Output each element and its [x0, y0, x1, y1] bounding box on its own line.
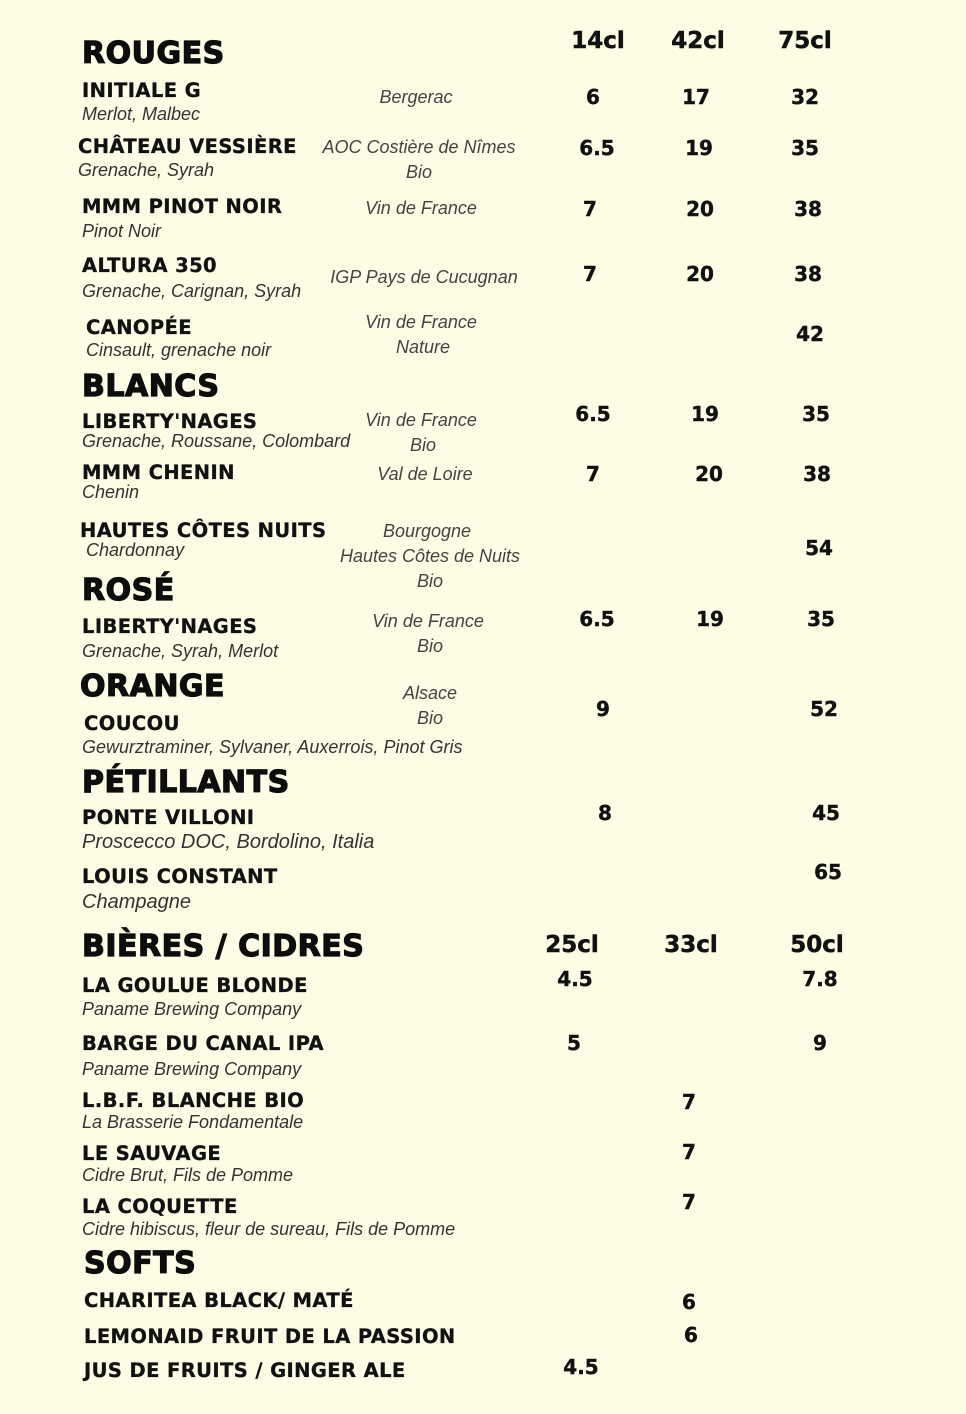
price-33cl: 7 — [682, 1190, 696, 1214]
soft-name: LEMONAID FRUIT DE LA PASSION — [84, 1325, 456, 1348]
price-25cl: 4.5 — [557, 967, 593, 991]
beer-name: L.B.F. BLANCHE BIO — [82, 1089, 305, 1112]
wine-region: Alsace — [402, 683, 458, 703]
price-14cl: 6.5 — [579, 607, 615, 631]
wine-grapes: Cinsault, grenache noir — [86, 340, 272, 360]
wine-name: HAUTES CÔTES NUITS — [80, 519, 327, 542]
wine-region: Vin de France — [365, 410, 477, 430]
header-42cl: 42cl — [671, 28, 725, 54]
section-title-bieres-cidres: BIÈRES / CIDRES — [82, 929, 365, 964]
section-title-orange: ORANGE — [80, 669, 226, 704]
price-75cl: 54 — [805, 536, 833, 560]
price-42cl: 20 — [686, 197, 714, 221]
wine-grapes: Chardonnay — [86, 540, 185, 560]
wine-name: LIBERTY'NAGES — [82, 410, 258, 433]
wine-name: ALTURA 350 — [82, 254, 218, 277]
wine-grapes: Grenache, Syrah — [78, 160, 215, 180]
wine-region: Vin de France — [365, 198, 477, 218]
wine-region: Bourgogne — [382, 521, 472, 541]
price-14cl: 7 — [583, 262, 597, 286]
wine-description: Proscecco DOC, Bordolino, Italia — [82, 831, 375, 853]
wine-label: Bio — [416, 708, 443, 728]
cider-maker: Cidre hibiscus, fleur de sureau, Fils de Pomme — [82, 1219, 456, 1239]
wine-region: Val de Loire — [377, 464, 473, 484]
price-42cl: 20 — [695, 462, 723, 486]
beer-maker: Paname Brewing Company — [82, 999, 302, 1019]
beer-maker: Paname Brewing Company — [82, 1059, 302, 1079]
wine-appellation: Hautes Côtes de Nuits — [339, 546, 521, 566]
soft-name: CHARITEA BLACK/ MATÉ — [84, 1289, 354, 1312]
wine-grapes: Grenache, Roussane, Colombard — [82, 431, 351, 451]
price-14cl: 6.5 — [575, 402, 611, 426]
price-75cl: 65 — [814, 860, 842, 884]
price-75cl: 35 — [802, 402, 830, 426]
price-75cl: 38 — [794, 262, 822, 286]
header-50cl: 50cl — [790, 932, 844, 958]
price-14cl: 8 — [598, 801, 612, 825]
price-42cl: 17 — [682, 85, 710, 109]
wine-grapes: Grenache, Syrah, Merlot — [82, 641, 279, 661]
wine-label: Bio — [416, 636, 443, 656]
price-50cl: 7.8 — [802, 967, 838, 991]
price-75cl: 42 — [796, 322, 824, 346]
price-14cl: 7 — [583, 197, 597, 221]
cider-name: LE SAUVAGE — [82, 1142, 222, 1165]
wine-name: LIBERTY'NAGES — [82, 615, 258, 638]
header-33cl: 33cl — [664, 932, 718, 958]
wine-name: CHÂTEAU VESSIÈRE — [78, 135, 297, 158]
wine-name: LOUIS CONSTANT — [82, 865, 278, 888]
wine-label: Bio — [416, 571, 443, 591]
wine-grapes: Chenin — [82, 482, 140, 502]
price-25cl: 5 — [567, 1031, 581, 1055]
soft-name: JUS DE FRUITS / GINGER ALE — [84, 1359, 406, 1382]
price-33cl: 6 — [684, 1323, 698, 1347]
price-14cl: 7 — [586, 462, 600, 486]
beer-name: LA GOULUE BLONDE — [82, 974, 308, 997]
wine-region: Vin de France — [372, 611, 484, 631]
wine-region: Bergerac — [379, 87, 453, 107]
price-14cl: 6.5 — [579, 136, 615, 160]
price-50cl: 9 — [813, 1031, 827, 1055]
wine-region: Vin de France — [365, 312, 477, 332]
price-33cl: 7 — [682, 1090, 696, 1114]
section-title-blancs: BLANCS — [82, 369, 220, 404]
section-title-rouges: ROUGES — [82, 36, 225, 71]
price-25cl: 4.5 — [563, 1355, 599, 1379]
wine-label: Bio — [405, 162, 432, 182]
price-42cl: 19 — [685, 136, 713, 160]
wine-name: MMM CHENIN — [82, 461, 235, 484]
wine-region: IGP Pays de Cucugnan — [330, 267, 518, 287]
section-title-rose: ROSÉ — [82, 573, 175, 608]
cider-name: LA COQUETTE — [82, 1195, 238, 1218]
header-25cl: 25cl — [545, 932, 599, 958]
price-75cl: 52 — [810, 697, 838, 721]
wine-name: CANOPÉE — [86, 316, 193, 339]
section-title-petillants: PÉTILLANTS — [82, 765, 290, 800]
wine-grapes: Merlot, Malbec — [82, 104, 201, 124]
price-14cl: 6 — [586, 85, 600, 109]
wine-label: Nature — [395, 337, 451, 357]
header-14cl: 14cl — [571, 28, 625, 54]
beer-name: BARGE DU CANAL IPA — [82, 1032, 324, 1055]
price-42cl: 19 — [691, 402, 719, 426]
wine-name: INITIALE G — [82, 79, 202, 102]
wine-grapes: Grenache, Carignan, Syrah — [82, 281, 302, 301]
price-75cl: 35 — [807, 607, 835, 631]
wine-name: COUCOU — [84, 712, 180, 735]
price-75cl: 45 — [812, 801, 840, 825]
wine-name: MMM PINOT NOIR — [82, 195, 283, 218]
price-14cl: 9 — [596, 697, 610, 721]
wine-grapes: Gewurztraminer, Sylvaner, Auxerrois, Pinot Gris — [82, 737, 463, 757]
header-75cl: 75cl — [778, 28, 832, 54]
beer-maker: La Brasserie Fondamentale — [82, 1112, 304, 1132]
wine-grapes: Pinot Noir — [82, 221, 162, 241]
price-33cl: 6 — [682, 1290, 696, 1314]
wine-region: AOC Costière de Nîmes — [322, 137, 516, 157]
price-75cl: 35 — [791, 136, 819, 160]
cider-maker: Cidre Brut, Fils de Pomme — [82, 1165, 294, 1185]
price-75cl: 38 — [803, 462, 831, 486]
section-title-softs: SOFTS — [84, 1246, 197, 1281]
price-42cl: 20 — [686, 262, 714, 286]
price-75cl: 32 — [791, 85, 819, 109]
wine-description: Champagne — [82, 891, 191, 913]
price-75cl: 38 — [794, 197, 822, 221]
price-42cl: 19 — [696, 607, 724, 631]
wine-label: Bio — [409, 435, 436, 455]
price-33cl: 7 — [682, 1140, 696, 1164]
wine-name: PONTE VILLONI — [82, 806, 255, 829]
